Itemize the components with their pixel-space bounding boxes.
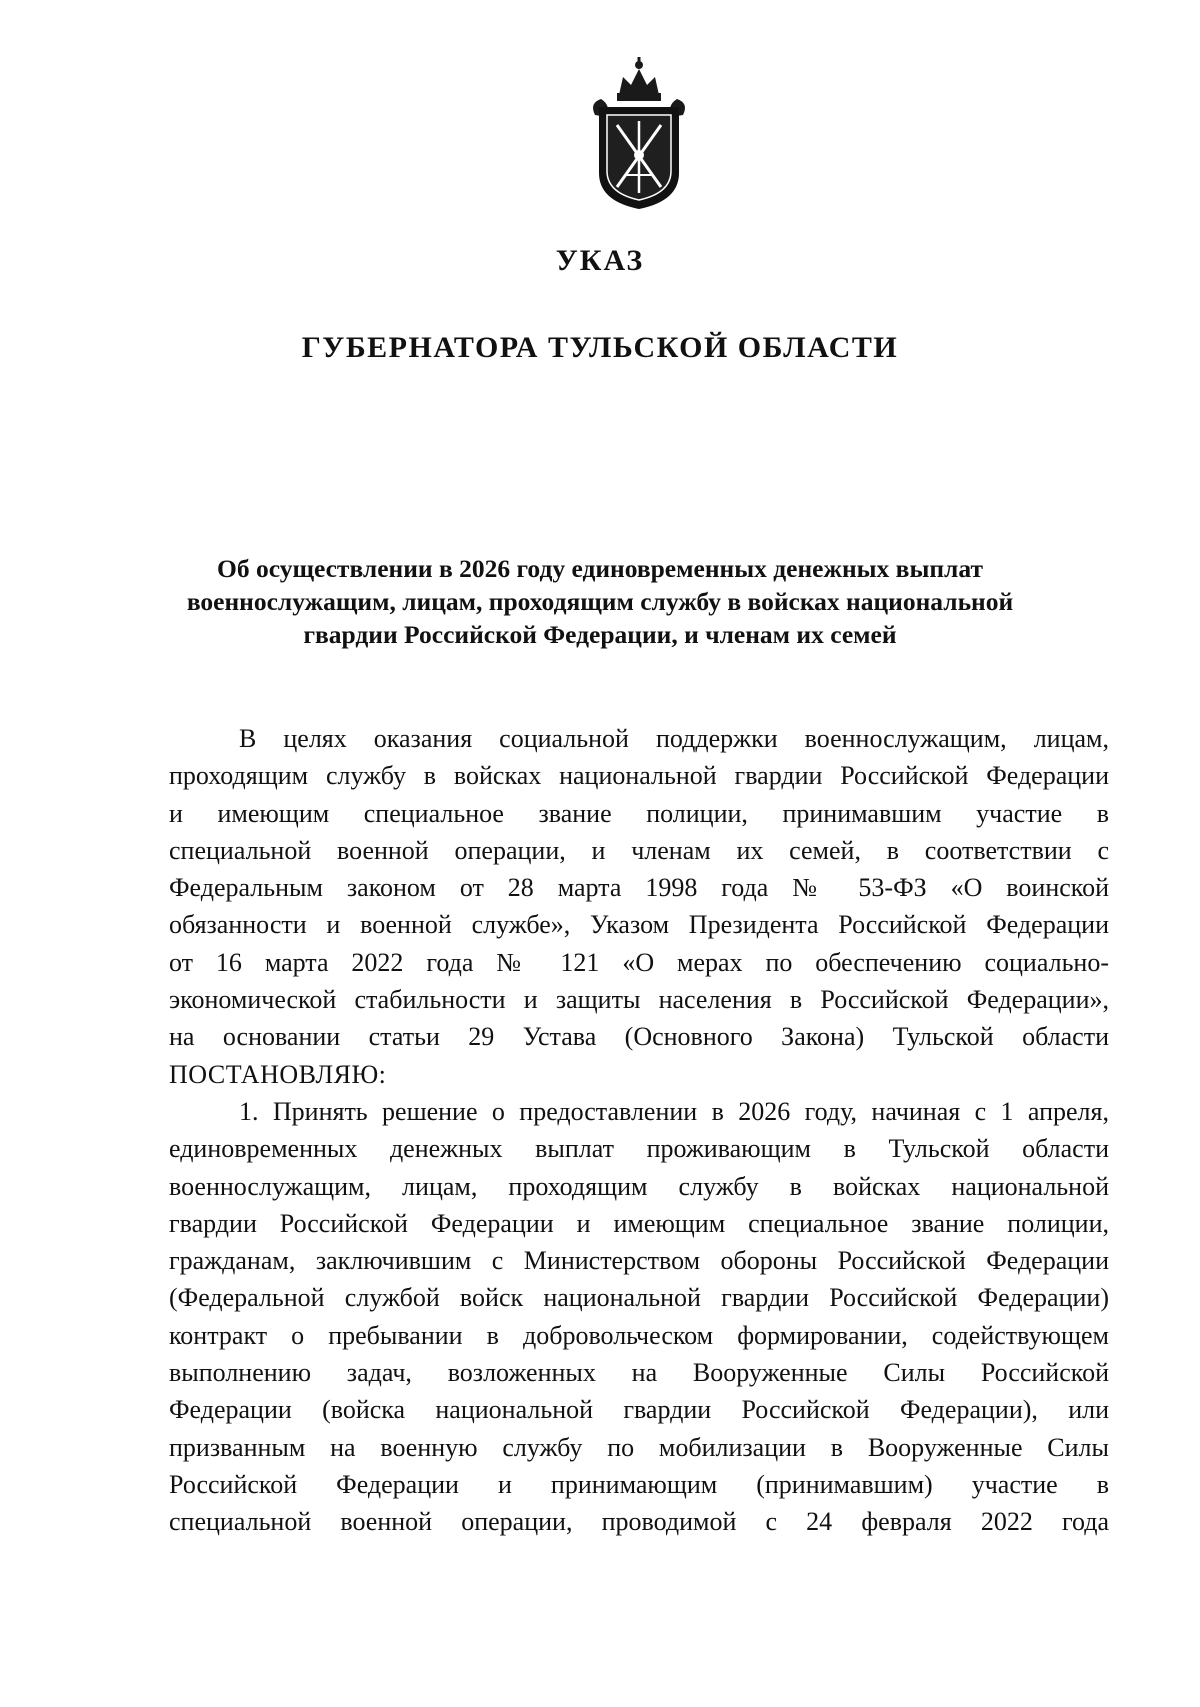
- body-line: от 16 марта 2022 года № 121 «О мерах по обеспечению социально-: [169, 947, 1109, 977]
- body-line: обязанности и военной службе», Указом Президента Российской Федерации: [169, 910, 1109, 940]
- document-type-heading: УКАЗ: [555, 244, 645, 277]
- body-line: гражданам, заключившим с Министерством обороны Российской Федерации: [169, 1246, 1109, 1276]
- tula-coat-of-arms-icon: [585, 55, 693, 211]
- body-line: и имеющим специальное звание полиции, принимавшим участие в: [169, 798, 1109, 828]
- body-line: Российской Федерации и принимающим (принимавшим) участие в: [169, 1469, 1109, 1499]
- body-line: выполнению задач, возложенных на Вооруженные Силы Российской: [169, 1358, 1109, 1388]
- body-line: призванным на военную службу по мобилизации в Вооруженные Силы: [169, 1432, 1109, 1462]
- body-line: специальной военной операции, проводимой с 24 февраля 2022 года: [169, 1507, 1109, 1537]
- body-line: В целях оказания социальной поддержки военнослужащим, лицам,: [239, 724, 1109, 753]
- body-line: единовременных денежных выплат проживающим в Тульской области: [169, 1134, 1109, 1164]
- clause-1-line: 1. Принять решение о предоставлении в 2026 году, начиная с 1 апреля,: [239, 1096, 1109, 1126]
- body-line: экономической стабильности и защиты населения в Российской Федерации»,: [169, 985, 1109, 1015]
- body-line: Федеральным законом от 28 марта 1998 года № 53-ФЗ «О воинской: [169, 873, 1109, 903]
- body-line: гвардии Российской Федерации и имеющим специальное звание полиции,: [169, 1208, 1109, 1238]
- title-line: гвардии Российской Федерации, и членам их семей: [303, 620, 897, 649]
- body-line: проходящим службу в войсках национальной гвардии Российской Федерации: [169, 761, 1109, 791]
- title-line: военнослужащим, лицам, проходящим службу в войсках национальной: [186, 587, 1014, 616]
- document-body: [169, 720, 1109, 1541]
- body-line: (Федеральной службой войск национальной гвардии Российской Федерации): [169, 1283, 1109, 1313]
- body-line: специальной военной операции, и членам их семей, в соответствии с: [169, 835, 1109, 865]
- title-line: Об осуществлении в 2026 году единовременных денежных выплат: [217, 554, 983, 583]
- document-issuer-heading: ГУБЕРНАТОРА ТУЛЬСКОЙ ОБЛАСТИ: [301, 331, 899, 364]
- body-line: Федерации (войска национальной гвардии Российской Федерации), или: [169, 1395, 1109, 1425]
- body-line: контракт о пребывании в добровольческом формировании, содействующем: [169, 1320, 1109, 1350]
- body-line: на основании статьи 29 Устава (Основного Закона) Тульской области: [169, 1022, 1109, 1052]
- decree-word: ПОСТАНОВЛЯЮ:: [169, 1059, 387, 1089]
- document-title: [150, 552, 1050, 651]
- body-line: военнослужащим, лицам, проходящим службу в войсках национальной: [169, 1171, 1109, 1201]
